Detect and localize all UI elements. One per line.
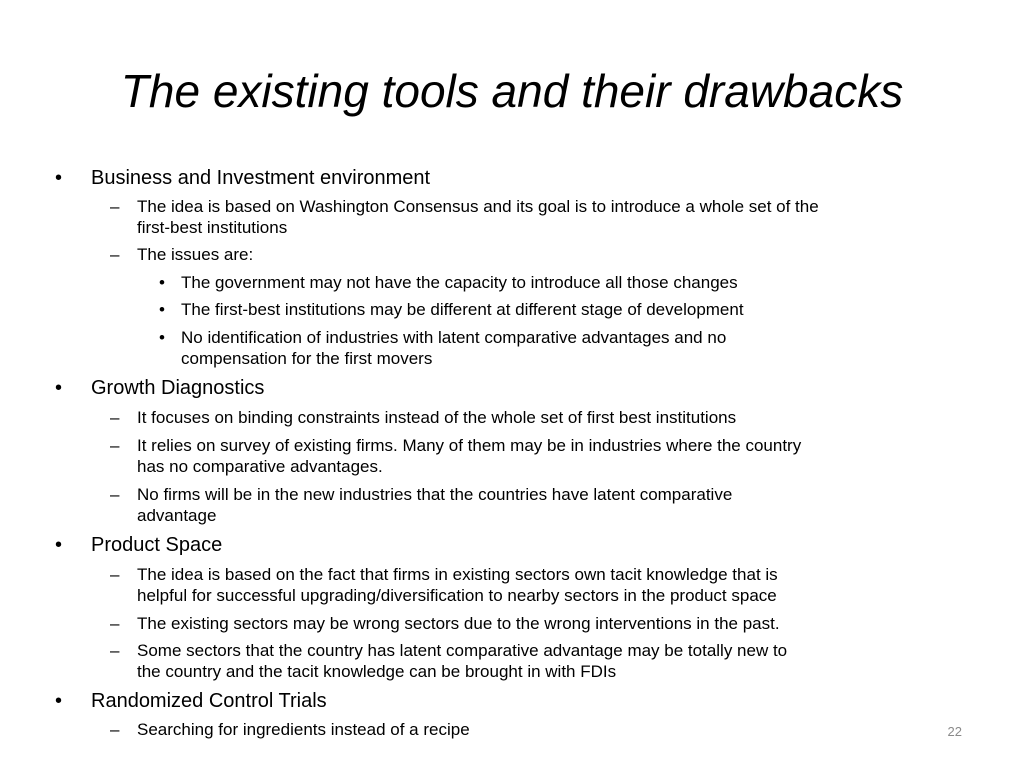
sub-bullet-text: Some sectors that the country has latent comparative advantage may be totally new to bbox=[137, 641, 788, 660]
bullet-text: Business and Investment environment bbox=[91, 167, 431, 189]
sub-sub-bullet-text: The first-best institutions may be different at different stage of development bbox=[181, 300, 744, 319]
sub-bullet-text: It relies on survey of existing firms. Many of them may be in industries where the country bbox=[137, 436, 802, 455]
sub-sub-bullet-text: The government may not have the capacity to introduce all those changes bbox=[181, 273, 738, 292]
dash-marker: – bbox=[110, 197, 120, 216]
bullet-marker: • bbox=[55, 167, 63, 189]
bullet-marker: • bbox=[55, 377, 63, 399]
sub-bullet-text: The issues are: bbox=[137, 245, 254, 264]
sub-bullet-text: It focuses on binding constraints instead of the whole set of first best institutions bbox=[137, 408, 737, 427]
sub-bullet-text: The existing sectors may be wrong sectors due to the wrong interventions in the past. bbox=[137, 614, 780, 633]
sub-bullet-text: The idea is based on the fact that firms in existing sectors own tacit knowledge that is bbox=[137, 565, 778, 584]
page-number: 22 bbox=[947, 724, 962, 739]
dash-marker: – bbox=[110, 614, 120, 633]
bullet-marker: • bbox=[55, 534, 63, 556]
sub-sub-bullet-text-line2: compensation for the first movers bbox=[181, 349, 433, 368]
sub-bullet-text: No firms will be in the new industries that the countries have latent comparative bbox=[137, 485, 733, 504]
sub-bullet-text: The idea is based on Washington Consensus and its goal is to introduce a whole set of the bbox=[137, 197, 819, 216]
bullet-marker: • bbox=[55, 690, 63, 712]
sub-bullet-text: Searching for ingredients instead of a recipe bbox=[137, 720, 470, 739]
sub-bullet-text-line2: advantage bbox=[137, 506, 217, 525]
sub-bullet-text-line2: the country and the tacit knowledge can be brought in with FDIs bbox=[137, 662, 617, 681]
dash-marker: – bbox=[110, 245, 120, 264]
bullet-marker: • bbox=[159, 328, 165, 347]
dash-marker: – bbox=[110, 641, 120, 660]
bullet-text: Product Space bbox=[91, 534, 223, 556]
dash-marker: – bbox=[110, 436, 120, 455]
dash-marker: – bbox=[110, 720, 120, 739]
bullet-marker: • bbox=[159, 300, 165, 319]
sub-sub-bullet-text: No identification of industries with latent comparative advantages and no bbox=[181, 328, 727, 347]
bullet-text: Randomized Control Trials bbox=[91, 690, 327, 712]
bullet-text: Growth Diagnostics bbox=[91, 377, 265, 399]
sub-bullet-text-line2: helpful for successful upgrading/diversification to nearby sectors in the product space bbox=[137, 586, 777, 605]
dash-marker: – bbox=[110, 485, 120, 504]
sub-bullet-text-line2: first-best institutions bbox=[137, 218, 288, 237]
bullet-marker: • bbox=[159, 273, 165, 292]
slide-title: The existing tools and their drawbacks bbox=[120, 65, 904, 117]
sub-bullet-text-line2: has no comparative advantages. bbox=[137, 457, 383, 476]
dash-marker: – bbox=[110, 565, 120, 584]
dash-marker: – bbox=[110, 408, 120, 427]
